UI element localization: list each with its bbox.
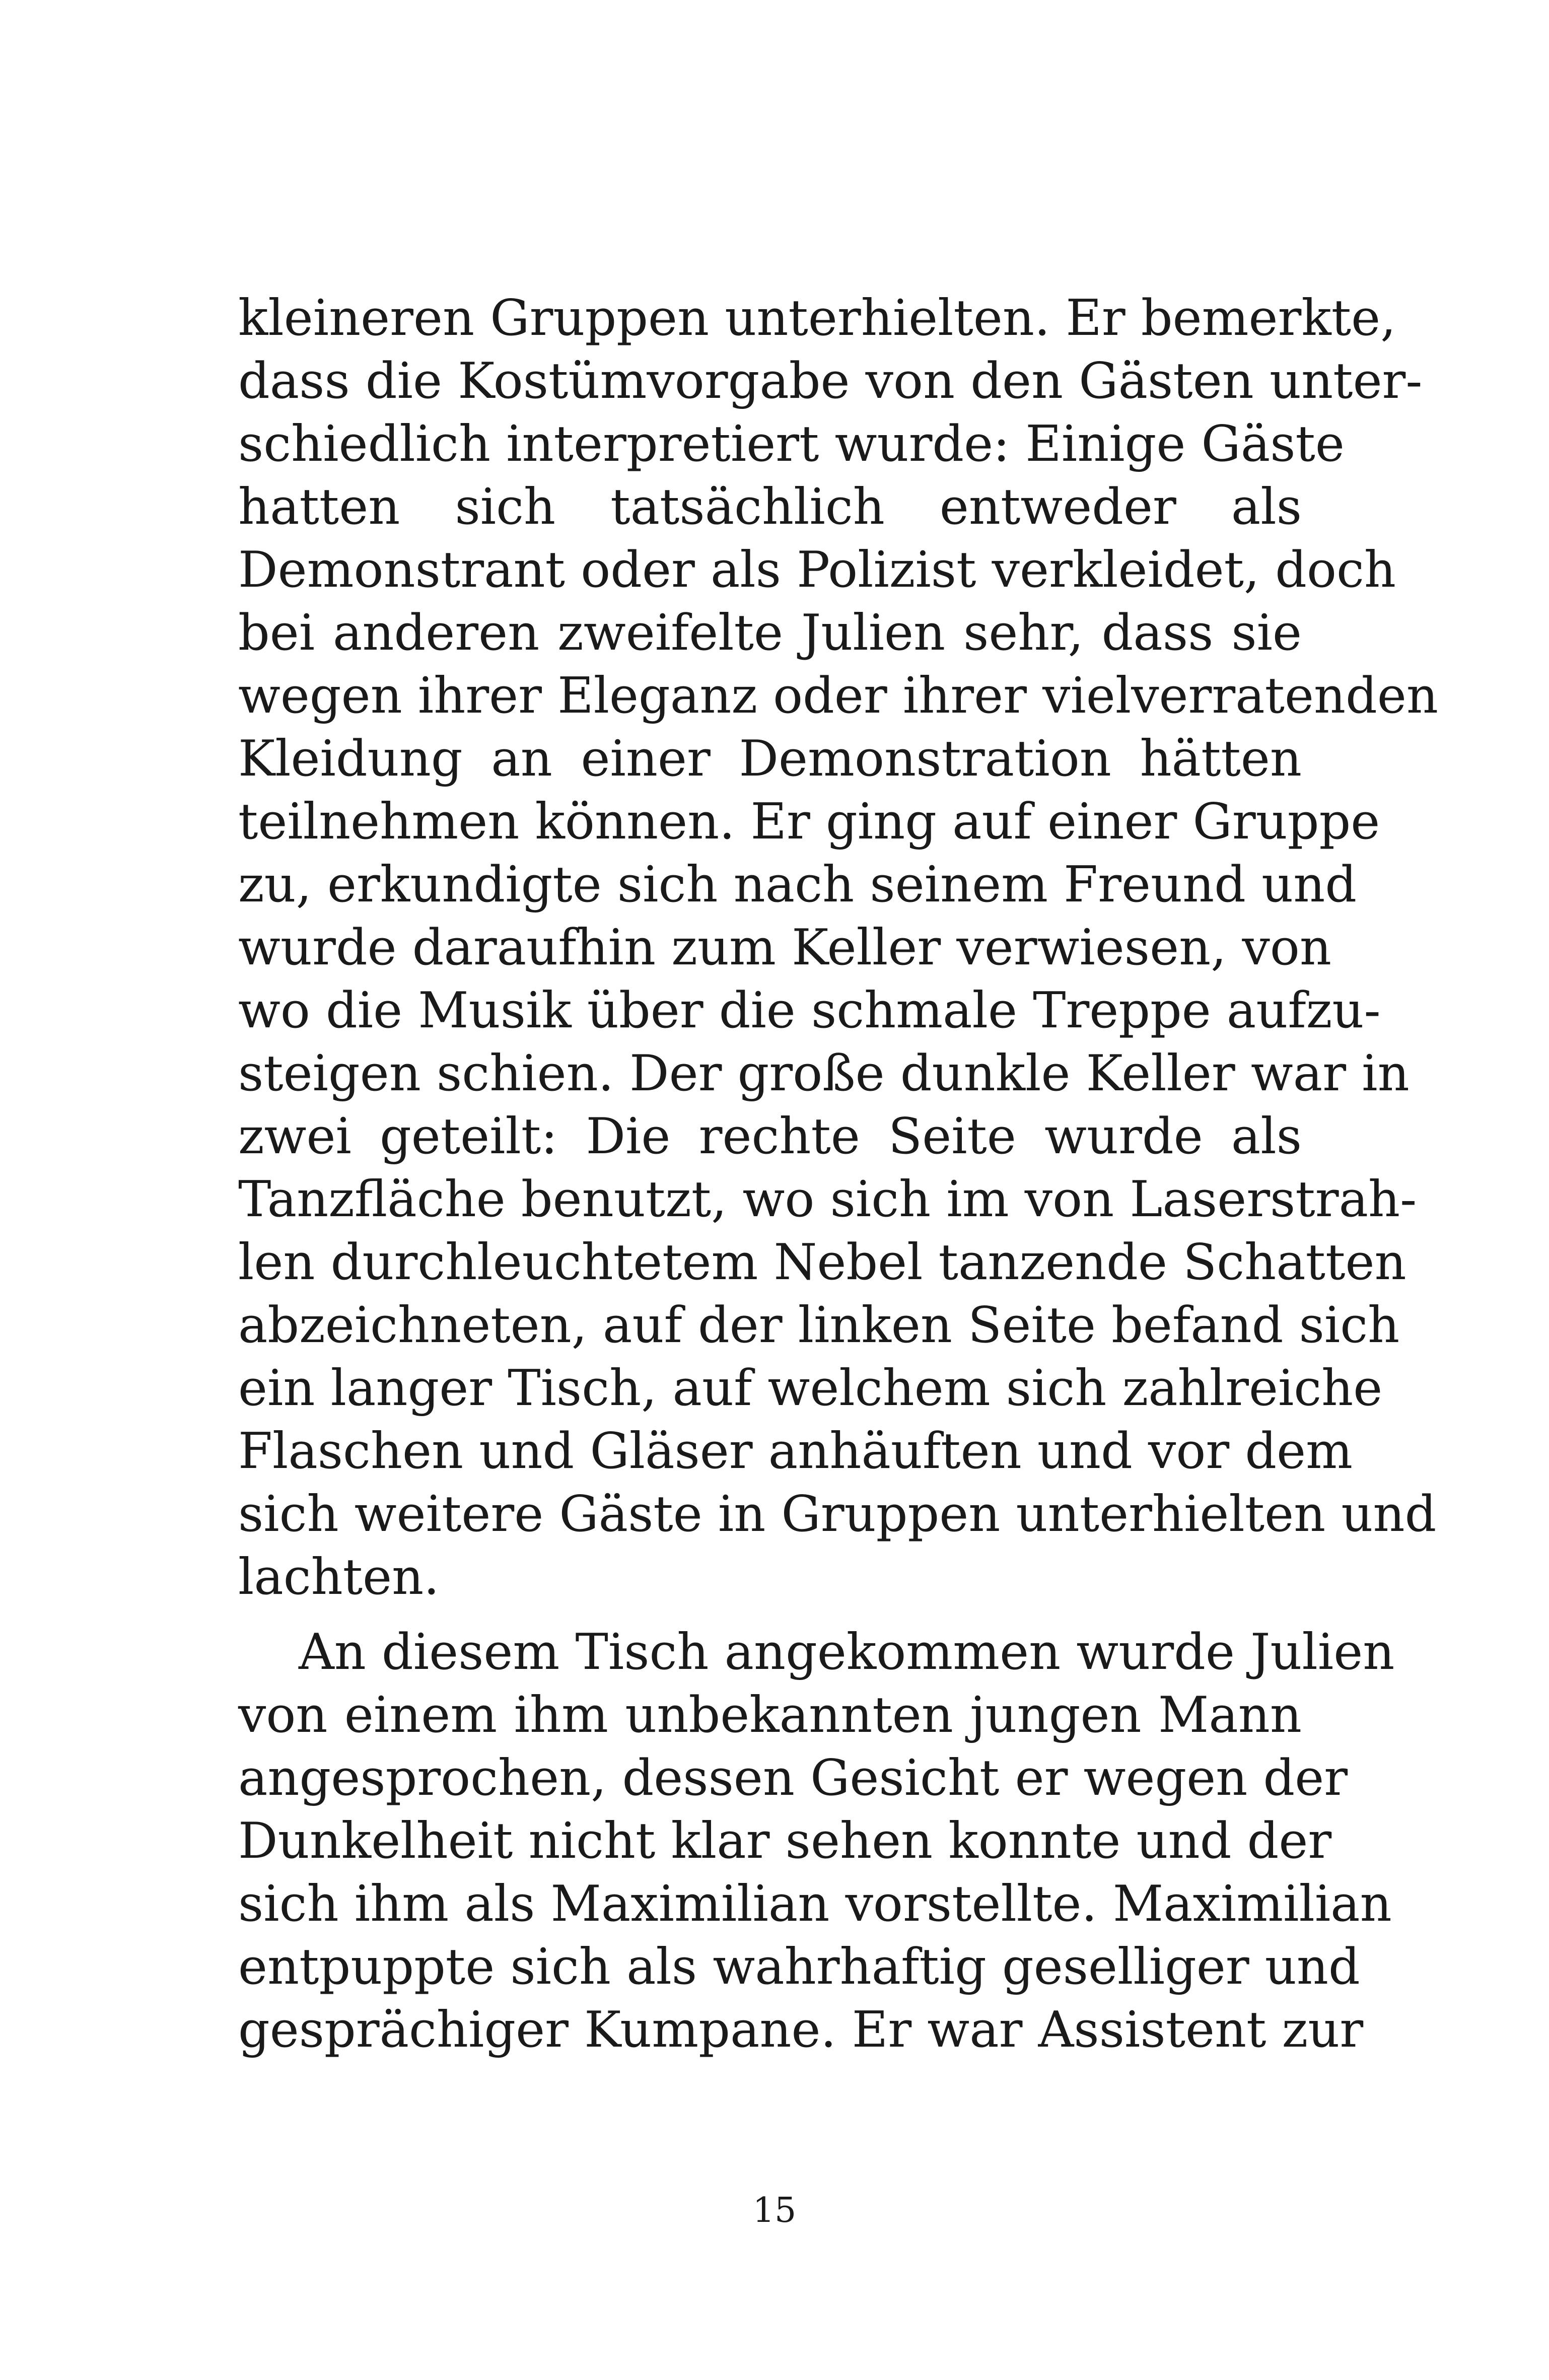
paragraph-1 (238, 287, 1439, 1609)
body-text (238, 287, 1439, 2062)
text-line: entpuppte sich als wahrhaftig geselliger und (238, 1938, 1360, 1996)
text-line: gesprächiger Kumpane. Er war Assistent zur (238, 2001, 1364, 2059)
text-line: sich weitere Gäste in Gruppen unterhielten und (238, 1486, 1437, 1543)
paragraph-spacer (238, 1609, 1302, 1621)
text-line: lachten. (238, 1549, 440, 1606)
text-line: dass die Kostümvorgabe von den Gästen unter- (238, 353, 1423, 410)
text-line: steigen schien. Der große dunkle Keller war in (238, 1045, 1410, 1102)
text-line: len durchleuchtetem Nebel tanzende Schatten (238, 1234, 1406, 1291)
text-line: Tanzfläche benutzt, wo sich im von Laserstrah- (238, 1171, 1417, 1228)
page-number: 15 (752, 2191, 797, 2230)
text-line: abzeichneten, auf der linken Seite befand sich (238, 1297, 1400, 1354)
paragraph-2 (238, 1621, 1395, 2062)
text-line: angesprochen, dessen Gesicht er wegen der (238, 1749, 1348, 1807)
text-line: wurde daraufhin zum Keller verwiesen, von (238, 919, 1331, 976)
text-line: Flaschen und Gläser anhäuften und vor dem (238, 1423, 1353, 1480)
text-line: zwei geteilt: Die rechte Seite wurde als (238, 1108, 1302, 1165)
text-line: von einem ihm unbekannten jungen Mann (238, 1687, 1302, 1744)
text-line: sich ihm als Maximilian vorstellte. Maximilian (238, 1875, 1392, 1933)
text-line: wegen ihrer Eleganz oder ihrer vielverratenden (238, 667, 1439, 725)
text-line: wo die Musik über die schmale Treppe aufzu- (238, 982, 1381, 1039)
text-line: kleineren Gruppen unterhielten. Er bemerkte, (238, 290, 1396, 347)
text-line: Kleidung an einer Demonstration hätten (238, 730, 1302, 788)
text-line: teilnehmen können. Er ging auf einer Gruppe (238, 793, 1380, 851)
text-line: schiedlich interpretiert wurde: Einige Gäste (238, 415, 1345, 473)
text-line: Demonstrant oder als Polizist verkleidet, doch (238, 541, 1396, 599)
text-line: bei anderen zweifelte Julien sehr, dass sie (238, 604, 1302, 662)
text-line: ein langer Tisch, auf welchem sich zahlreiche (238, 1360, 1383, 1417)
text-line: An diesem Tisch angekommen wurde Julien (299, 1624, 1395, 1681)
text-line: Dunkelheit nicht klar sehen konnte und der (238, 1812, 1332, 1870)
text-line: zu, erkundigte sich nach seinem Freund und (238, 856, 1357, 914)
text-line: hatten sich tatsächlich entweder als (238, 478, 1302, 536)
